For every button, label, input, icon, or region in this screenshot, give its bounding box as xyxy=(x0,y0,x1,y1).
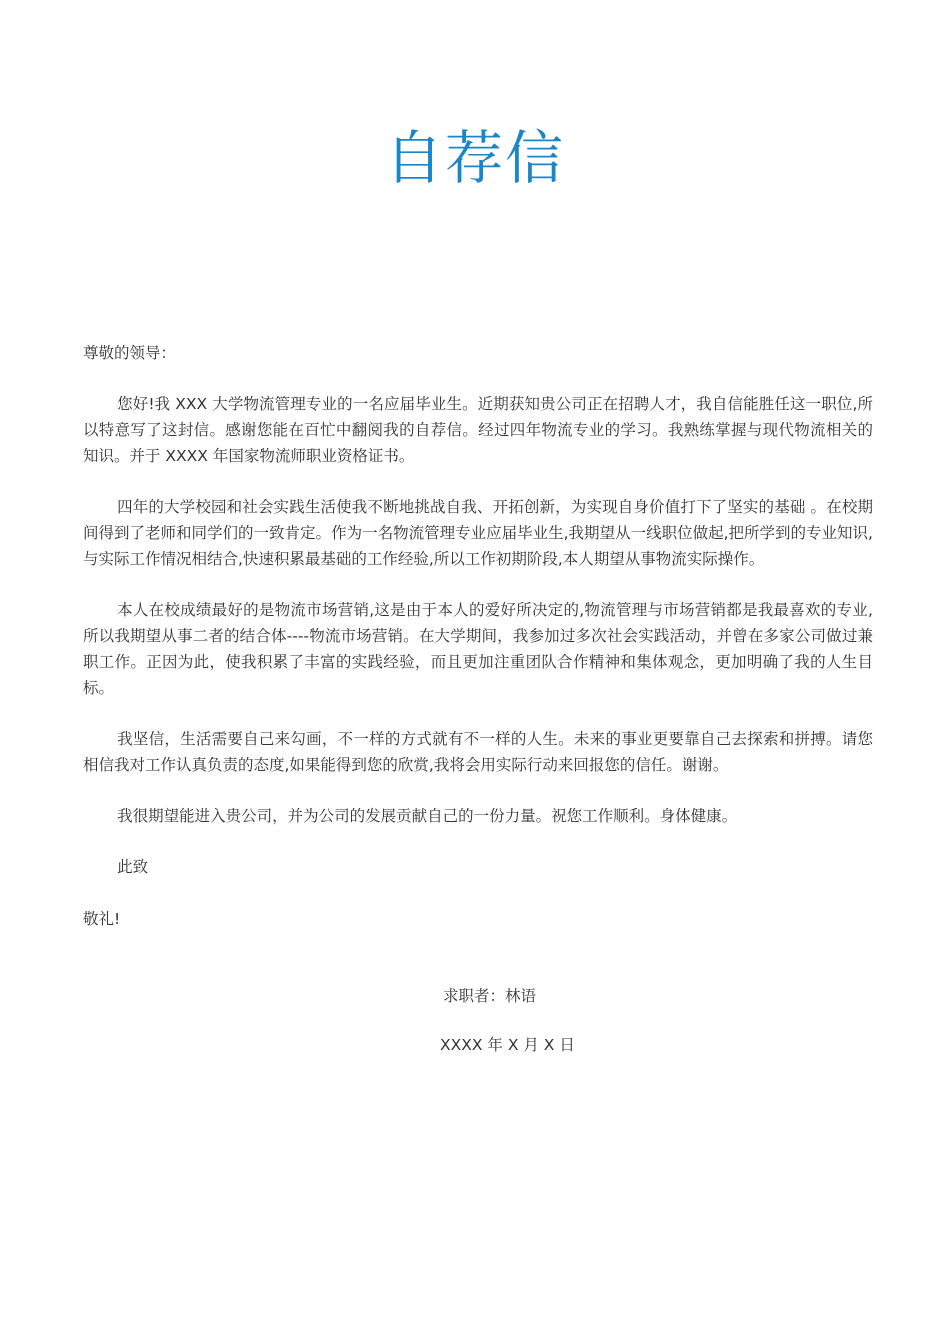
paragraph-3: 本人在校成绩最好的是物流市场营销,这是由于本人的爱好所决定的,物流管理与市场营销都是我最喜欢的专业,所以我期望从事二者的结合体----物流市场营销。在大学期间，我参加过多次社会实践活动，并曾在多家公司做过兼职工作。正因为此，使我积累了丰富的实践经验，而且更加注重团队合作精神和集体观念，更加明确了我的人生目标。 xyxy=(83,601,873,697)
paragraph-5: 我很期望能进入贵公司，并为公司的发展贡献自己的一份力量。祝您工作顺利。身体健康。 xyxy=(117,807,738,825)
letter-body xyxy=(83,340,873,966)
paragraph-2: 四年的大学校园和社会实践生活使我不断地挑战自我、开拓创新，为实现自身价值打下了坚实的基础 。在校期间得到了老师和同学们的一致肯定。作为一名物流管理专业应届毕业生,我期望从一线职位做起,把所学到的专业知识,与实际工作情况相结合,快速积累最基础的工作经验,所以工作初期阶段,本人期望从事物流实际操作。 xyxy=(83,498,873,568)
paragraph-1: 您好!我 XXX 大学物流管理专业的一名应届毕业生。近期获知贵公司正在招聘人才，我自信能胜任这一职位,所以特意写了这封信。感谢您能在百忙中翻阅我的自荐信。经过四年物流专业的学习。我熟练掌握与现代物流相关的知识。并于 XXXX 年国家物流师职业资格证书。 xyxy=(83,395,873,465)
paragraph-4: 我坚信，生活需要自己来勾画，不一样的方式就有不一样的人生。未来的事业更要靠自己去探索和拼搏。请您相信我对工作认真负责的态度,如果能得到您的欣赏,我将会用实际行动来回报您的信任。谢谢。 xyxy=(83,730,873,774)
document-title: 自荐信 xyxy=(384,124,565,192)
closing-phrase: 此致 xyxy=(117,858,149,876)
regards: 敬礼! xyxy=(83,910,121,928)
signature: 求职者：林语 xyxy=(443,987,537,1005)
salutation: 尊敬的领导： xyxy=(83,344,177,362)
date: XXXX 年 X 月 X 日 xyxy=(440,1036,575,1054)
